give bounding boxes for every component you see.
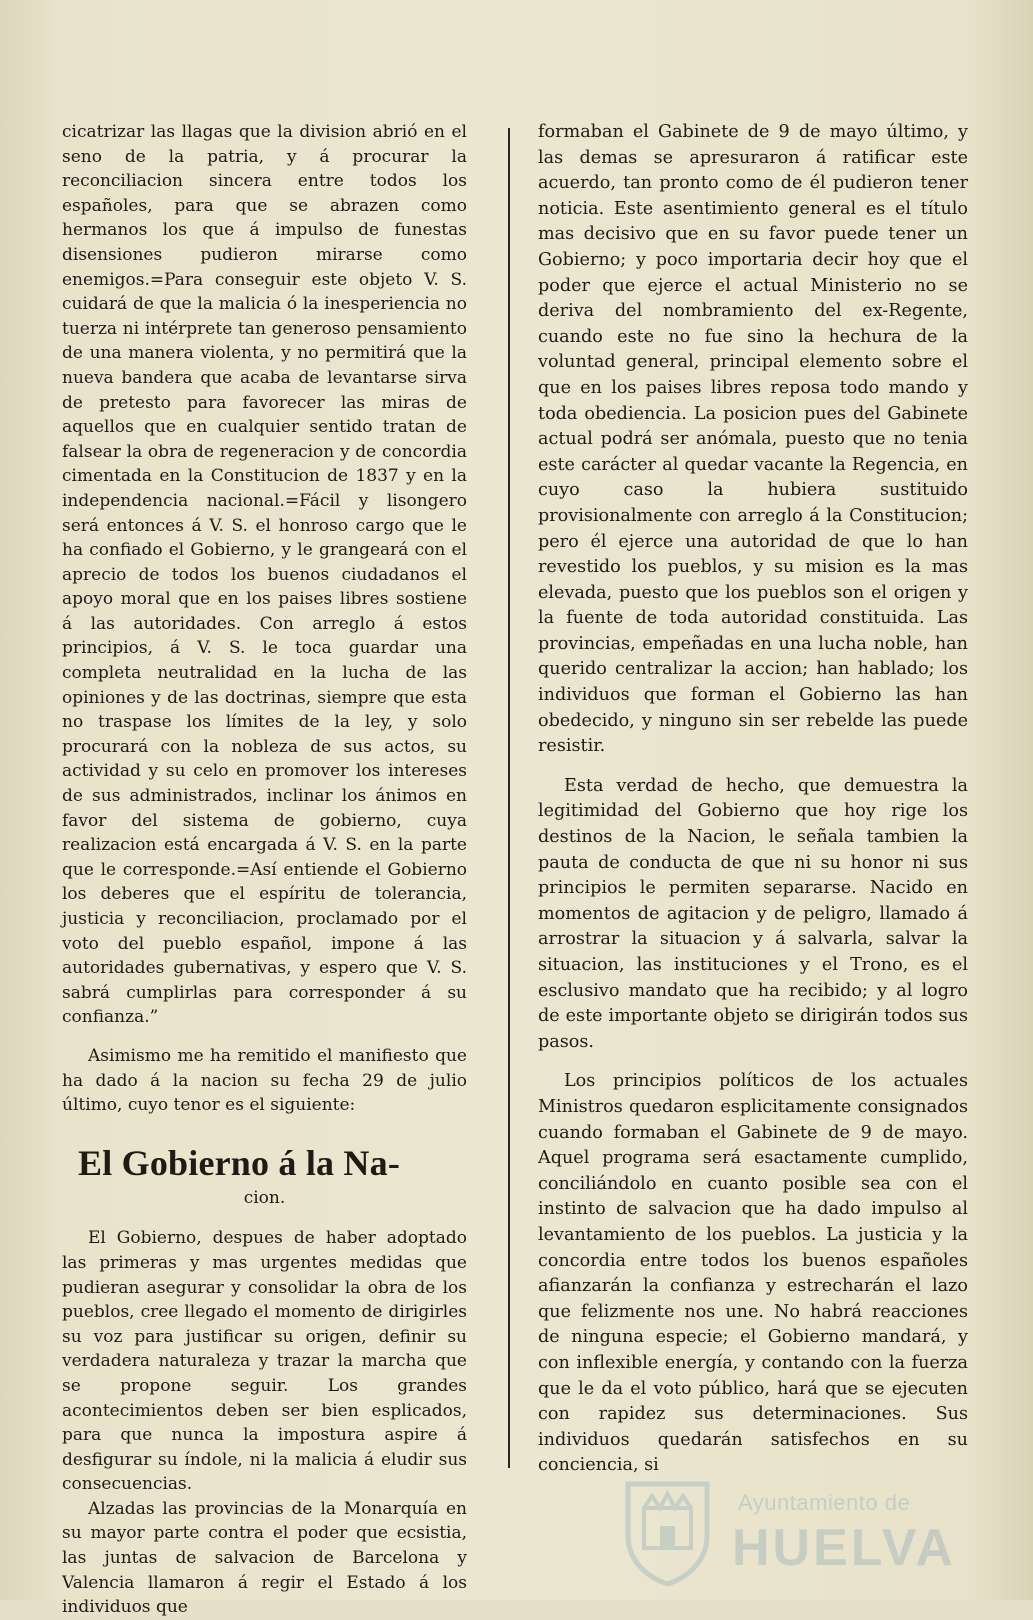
section-heading: El Gobierno á la Na-	[78, 1142, 401, 1183]
section-heading-tail: cion.	[243, 1187, 286, 1208]
right-paragraph-1: formaban el Gabinete de 9 de mayo último, y las demas se apresuraron á ratificar este acuerdo, tan pronto como de él pudieron tener noticia. Este asentimiento general es el título mas decisivo que en su favor puede tener un Gobierno; y poco importaria decir hoy que el poder que ejerce el actual Ministerio no se deriva del nombramiento del ex-Regente, cuando este no fue sino la hechura de la voluntad general, principal elemento sobre el que en los paises libres reposa todo mando y toda obediencia. La posicion pues del Gabinete actual podrá ser anómala, puesto que no tenia este carácter al quedar vacante la Regencia, en cuyo caso la hubiera sustituido provisionalmente con arreglo á la Constitucion; pero él ejerce una autoridad de que lo han revestido los pueblos, y su mision es la mas elevada, puesto que los pueblos son el origen y la fuente de toda autoridad constituida. Las provincias, empeñadas en una lucha noble, han querido centralizar la accion; han hablado; los individuos que forman el Gobierno las han obedecido, y ninguno sin ser rebelde las puede resistir.	[538, 122, 968, 757]
watermark-line-2: HUELVA	[732, 1519, 957, 1577]
left-paragraph-3: El Gobierno, despues de haber adoptado las primeras y mas urgentes medidas que pudieran asegurar y consolidar la obra de los pueblos, cree llegado el momento de dirigirles su voz para justificar su origen, definir su verdadera naturaleza y trazar la marcha que se propone seguir. Los grandes acontecimientos deben ser bien esplicados, para que nunca la impostura aspire á desfigurar su índole, ni la malicia á eludir sus consecuencias.	[62, 1228, 467, 1495]
watermark-line-1: Ayuntamiento de	[738, 1490, 911, 1515]
left-column	[62, 120, 467, 1620]
left-paragraph-1: cicatrizar las llagas que la division abrió en el seno de la patria, y á procurar la reconciliacion sincera entre todos los españoles, para que se abrazen como hermanos los que á impulso de funestas disensiones pudieron mirarse como enemigos.=Para conseguir este objeto V. S. cuidará de que la malicia ó la inesperiencia no tuerza ni intérprete tan generoso pensamiento de una manera violenta, y no permitirá que la nueva bandera que acaba de levantarse sirva de pretesto para favorecer las miras de aquellos que en cualquier sentido tratan de falsear la obra de regeneracion y de concordia cimentada en la Constitucion de 1837 y en la independencia nacional.=Fácil y lisongero será entonces á V. S. el honroso cargo que le ha confiado el Gobierno, y le grangeará con el aprecio de todos los buenos ciudadanos el apoyo moral que en los paises libres sostiene á las autoridades. Con arreglo á estos principios, á V. S. le toca guardar una completa neutralidad en la lucha de las opiniones y de las doctrinas, siempre que esta no traspase los límites de la ley, y solo procurará con la nobleza de sus actos, su actividad y su celo en promover los intereses de sus administrados, inclinar los ánimos en favor del sistema de gobierno, cuya realizacion está encargada á V. S. en la parte que le corresponde.=Así entiende el Gobierno los deberes que el espíritu de tolerancia, justicia y reconciliacion, proclamado por el voto del pueblo español, impone á las autoridades gubernativas, y espero que V. S. sabrá cumplirlas para corresponder á su confianza.”	[62, 122, 467, 1028]
coat-of-arms-icon	[620, 1478, 715, 1586]
left-paragraph-4: Alzadas las provincias de la Monarquía en su mayor parte contra el poder que ecsistia, las juntas de salvacion de Barcelona y Valencia llamaron á regir el Estado á los individuos que	[62, 1498, 467, 1618]
column-divider	[508, 128, 510, 1468]
left-paragraph-2: Asimismo me ha remitido el manifiesto que ha dado á la nacion su fecha 29 de julio último, cuyo tenor es el siguiente:	[62, 1045, 467, 1116]
right-column	[538, 120, 968, 1479]
right-paragraph-2: Esta verdad de hecho, que demuestra la legitimidad del Gobierno que hoy rige los destinos de la Nacion, le señala tambien la pauta de conducta de que ni su honor ni sus principios le permiten separarse. Nacido en momentos de agitacion y de peligro, llamado á arrostrar la situacion y á salvarla, salvar la situacion, las instituciones y el Trono, es el esclusivo mandato que ha recibido; y al logro de este importante objeto se dirigirán todos sus pasos.	[538, 775, 968, 1052]
right-paragraph-3: Los principios políticos de los actuales Ministros quedaron esplicitamente consignados cuando formaban el Gabinete de 9 de mayo. Aquel programa será esactamente cumplido, conciliándolo en cuanto posible sea con el instinto de salvacion que ha dado impulso al levantamiento de los pueblos. La justicia y la concordia entre todos los buenos españoles afianzarán la confianza y estrecharán el lazo que felizmente nos une. No habrá reacciones de ninguna especie; el Gobierno mandará, y con inflexible energía, y contando con la fuerza que le da el voto público, hará que se ejecuten con rapidez sus determinaciones. Sus individuos quedarán satisfechos en su conciencia, si	[538, 1071, 968, 1476]
archive-watermark	[620, 1478, 960, 1588]
